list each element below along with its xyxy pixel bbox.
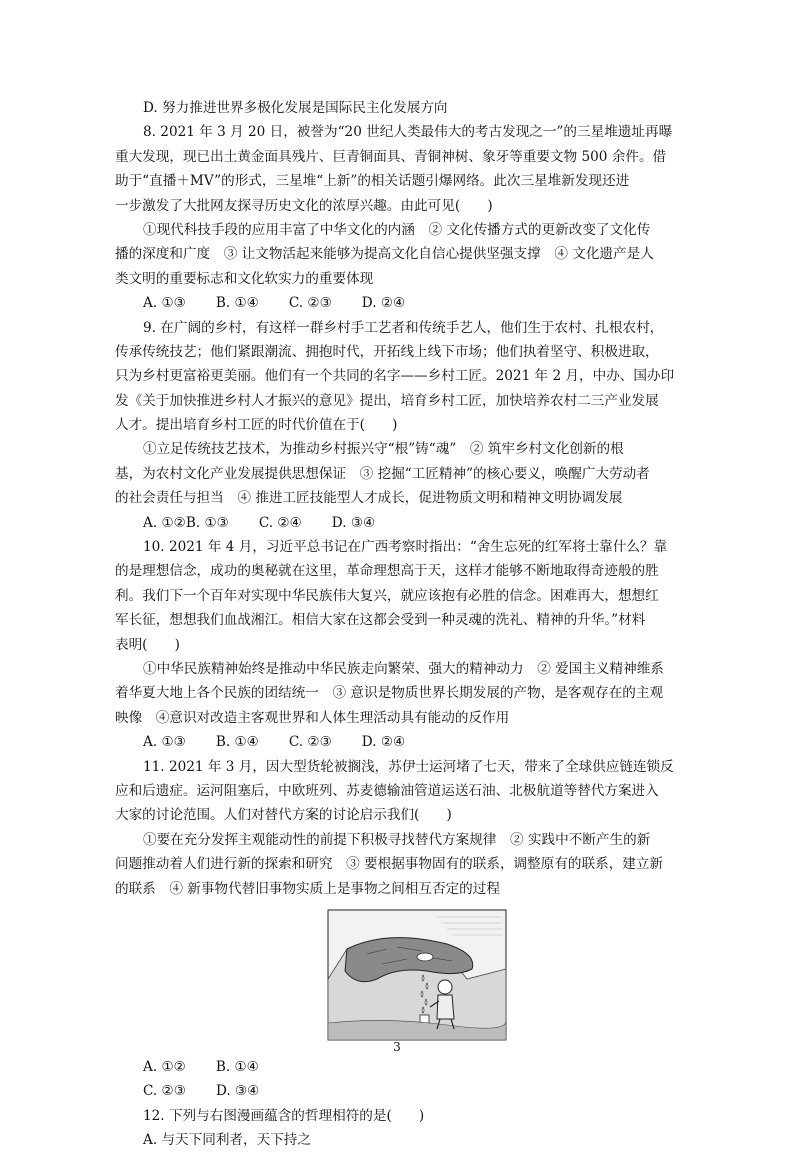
text-line: 11. 2021 年 3 月，因大型货轮被搁浅，苏伊士运河堵了七天，带来了全球供应链连锁反 bbox=[143, 758, 674, 775]
text-line: 10. 2021 年 4 月，习近平总书记在广西考察时指出：“舍生忘死的红军将士靠什么？靠 bbox=[143, 539, 668, 556]
text-line: 重大发现，现已出土黄金面具残片、巨青铜面具、青铜神树、象牙等重要文物 500 余件。借 bbox=[115, 148, 667, 165]
text-line: 12. 下列与右图漫画蕴含的哲理相符的是( ) bbox=[143, 1107, 425, 1124]
text-line: 应和后遗症。运河阻塞后，中欧班列、苏麦德输油管道运送石油、北极航道等替代方案进入 bbox=[115, 782, 659, 799]
answer-option: D. ②④ bbox=[361, 295, 406, 312]
answer-options bbox=[115, 291, 679, 315]
answer-option: C. ②③ bbox=[288, 295, 332, 312]
text-line: 发《关于加快推进乡村人才振兴的意见》提出，培育乡村工匠，加快培养农村二三产业发展 bbox=[115, 392, 659, 409]
answer-option: B. ①④ bbox=[215, 734, 259, 751]
text-line: 问题推动着人们进行新的探索和研究 ③ 要根据事物固有的联系，调整原有的联系，建立新 bbox=[115, 856, 664, 873]
text-line: 利。我们下一个百年对实现中华民族伟大复兴，就应该抱有必胜的信念。困难再大，想想红 bbox=[115, 587, 659, 604]
text-line: 的联系 ④ 新事物代替旧事物实质上是事物之间相互否定的过程 bbox=[115, 880, 500, 897]
text-line: 基，为农村文化产业发展提供思想保证 ③ 挖掘“工匠精神”的核心要义，唤醒广大劳动者 bbox=[115, 465, 650, 482]
answer-option: A. ①③ bbox=[143, 295, 186, 312]
text-line: ①要在充分发挥主观能动性的前提下积极寻找替代方案规律 ② 实践中不断产生的新 bbox=[143, 831, 651, 848]
answer-option: C. ②③ bbox=[143, 1083, 186, 1100]
text-line: 8. 2021 年 3 月 20 日，被誉为“20 世纪人类最伟大的考古发现之一”的三星堆遗址再曝 bbox=[143, 124, 673, 141]
answer-option: A. ①② bbox=[143, 1058, 186, 1075]
text-line: 的是理想信念，成功的奥秘就在这里，革命理想高于天，这样才能够不断地取得奇迹般的胜 bbox=[115, 563, 659, 580]
text-line: 军长征，想想我们血战湘江。相信大家在这都会受到一种灵魂的洗礼、精神的升华。”材料 bbox=[115, 612, 646, 629]
text-line: 着华夏大地上各个民族的团结统一 ③ 意识是物质世界长期发展的产物，是客观存在的主观 bbox=[115, 685, 664, 702]
answer-options bbox=[115, 511, 679, 535]
text-line: A. 与天下同利者，天下持之 bbox=[143, 1132, 311, 1149]
page-number: 3 bbox=[393, 1040, 401, 1054]
answer-option: D. ②④ bbox=[361, 734, 406, 751]
text-line: 类文明的重要标志和文化软实力的重要体现 bbox=[115, 270, 374, 287]
answer-option: C. ②③ bbox=[288, 734, 332, 751]
text-line: 只为乡村更富裕更美丽。他们有一个共同的名字——乡村工匠。2021 年 2 月，中办、国办印 bbox=[115, 368, 675, 385]
answer-options bbox=[115, 730, 679, 754]
text-line: 9. 在广阔的乡村，有这样一群乡村手工艺者和传统手艺人，他们生于农村、扎根农村， bbox=[143, 319, 664, 336]
text-line: ①中华民族精神始终是推动中华民族走向繁荣、强大的精神动力 ② 爱国主义精神维系 bbox=[143, 660, 664, 677]
question-text-block bbox=[115, 96, 679, 901]
question-options-block bbox=[115, 1055, 679, 1152]
answer-option: B. ①④ bbox=[215, 1058, 259, 1075]
text-line: 播的深度和广度 ③ 让文物活起来能够为提高文化自信心提供坚强支撑 ④ 文化遗产是人 bbox=[115, 246, 654, 263]
text-line: 大家的讨论范围。人们对替代方案的讨论启示我们( ) bbox=[115, 807, 452, 824]
text-line: 表明( ) bbox=[115, 636, 180, 653]
answer-option: D. ③④ bbox=[215, 1083, 260, 1100]
answer-option: B. ①④ bbox=[215, 295, 259, 312]
text-line: D. 努力推进世界多极化发展是国际民主化发展方向 bbox=[143, 100, 448, 116]
question-page bbox=[115, 96, 679, 1152]
text-line: 传承传统技艺；他们紧跟潮流、拥抱时代，开拓线上线下市场；他们执着坚守、积极进取， bbox=[115, 343, 659, 360]
answer-option: A. ①③ bbox=[143, 734, 186, 751]
cartoon-illustration bbox=[327, 909, 507, 1041]
text-line: 一步激发了大批网友探寻历史文化的浓厚兴趣。由此可见( ) bbox=[115, 197, 493, 214]
answer-options bbox=[115, 1079, 679, 1103]
answer-option: D. ③④ bbox=[331, 514, 376, 531]
text-line: 助于“直播＋MV”的形式，三星堆“上新”的相关话题引爆网络。此次三星堆新发现还进 bbox=[115, 173, 630, 190]
answer-options bbox=[115, 1055, 679, 1079]
text-line: 的社会责任与担当 ④ 推进工匠技能型人才成长，促进物质文明和精神文明协调发展 bbox=[115, 490, 623, 507]
text-line: 人才。提出培育乡村工匠的时代价值在于( ) bbox=[115, 417, 398, 434]
text-line: ①立足传统技艺技术，为推动乡村振兴守“根”铸“魂” ② 筑牢乡村文化创新的根 bbox=[143, 441, 624, 458]
text-line: 映像 ④意识对改造主客观世界和人体生理活动具有能动的反作用 bbox=[115, 709, 510, 726]
answer-option: A. ①②B. ①③ bbox=[143, 514, 229, 531]
answer-option: C. ②④ bbox=[258, 514, 302, 531]
text-line: ①现代科技手段的应用丰富了中华文化的内涵 ② 文化传播方式的更新改变了文化传 bbox=[143, 221, 651, 238]
